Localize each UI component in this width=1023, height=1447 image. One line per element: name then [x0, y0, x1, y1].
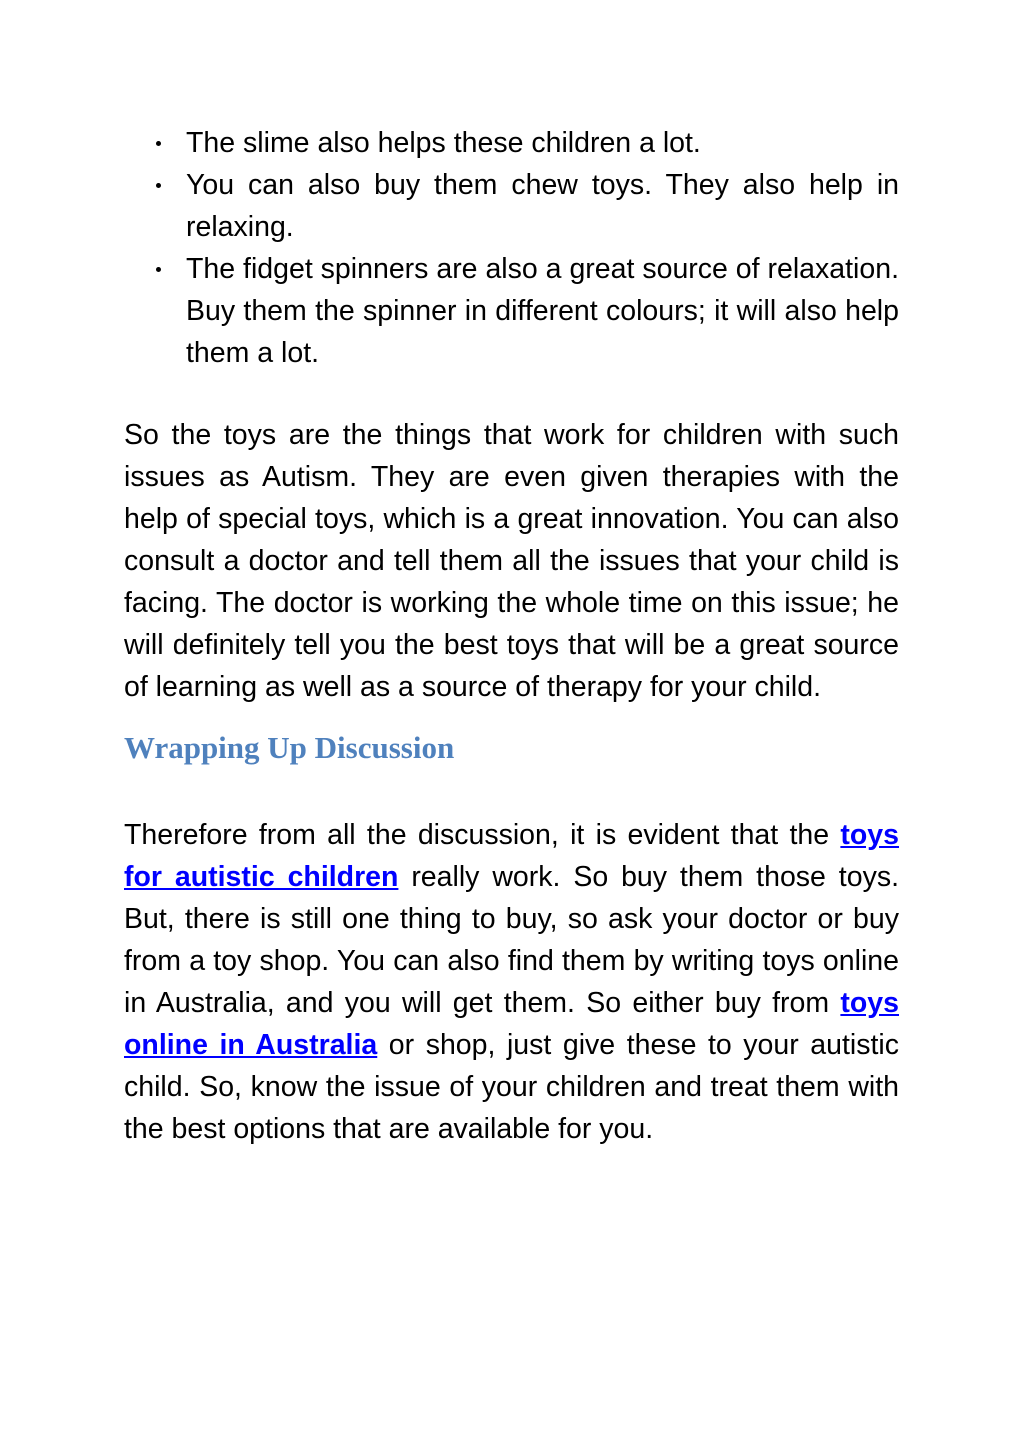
list-item-text: You can also buy them chew toys. They also help in relaxing. — [186, 169, 899, 243]
paragraph-text: really work. So buy them those toys. But, there is still one thing to buy, so ask your doctor or buy from a toy shop. You can also find them by writing toys online in Australia, and you will get them. So either buy from — [124, 861, 899, 1019]
list-item-text: The slime also helps these children a lot. — [186, 127, 701, 159]
conclusion-paragraph — [124, 814, 899, 1150]
bullet-icon — [156, 141, 161, 146]
section-heading: Wrapping Up Discussion — [124, 730, 455, 765]
bullet-list — [124, 122, 899, 374]
paragraph-text: or shop, just give these to your autistic child. So, know the issue of your children and treat them with the best options that are available for you. — [124, 1029, 899, 1145]
toys-for-autistic-children-link[interactable]: toys for autistic children — [124, 819, 899, 893]
list-item — [124, 122, 899, 164]
paragraph-text: Therefore from all the discussion, it is evident that the — [124, 819, 841, 851]
list-item-text: The fidget spinners are also a great source of relaxation. Buy them the spinner in different colours; it will also help them a lot. — [186, 253, 899, 369]
list-item — [124, 164, 899, 248]
list-item — [124, 248, 899, 374]
bullet-icon — [156, 267, 161, 272]
toys-online-in-australia-link[interactable]: toys online in Australia — [124, 987, 899, 1061]
body-paragraph: So the toys are the things that work for children with such issues as Autism. They are even given therapies with the help of special toys, which is a great innovation. You can also consult a doctor and tell them all the issues that your child is facing. The doctor is working the whole time on this issue; he will definitely tell you the best toys that will be a great source of learning as well as a source of therapy for your child. — [124, 419, 899, 703]
bullet-icon — [156, 183, 161, 188]
document-page — [124, 122, 899, 1150]
